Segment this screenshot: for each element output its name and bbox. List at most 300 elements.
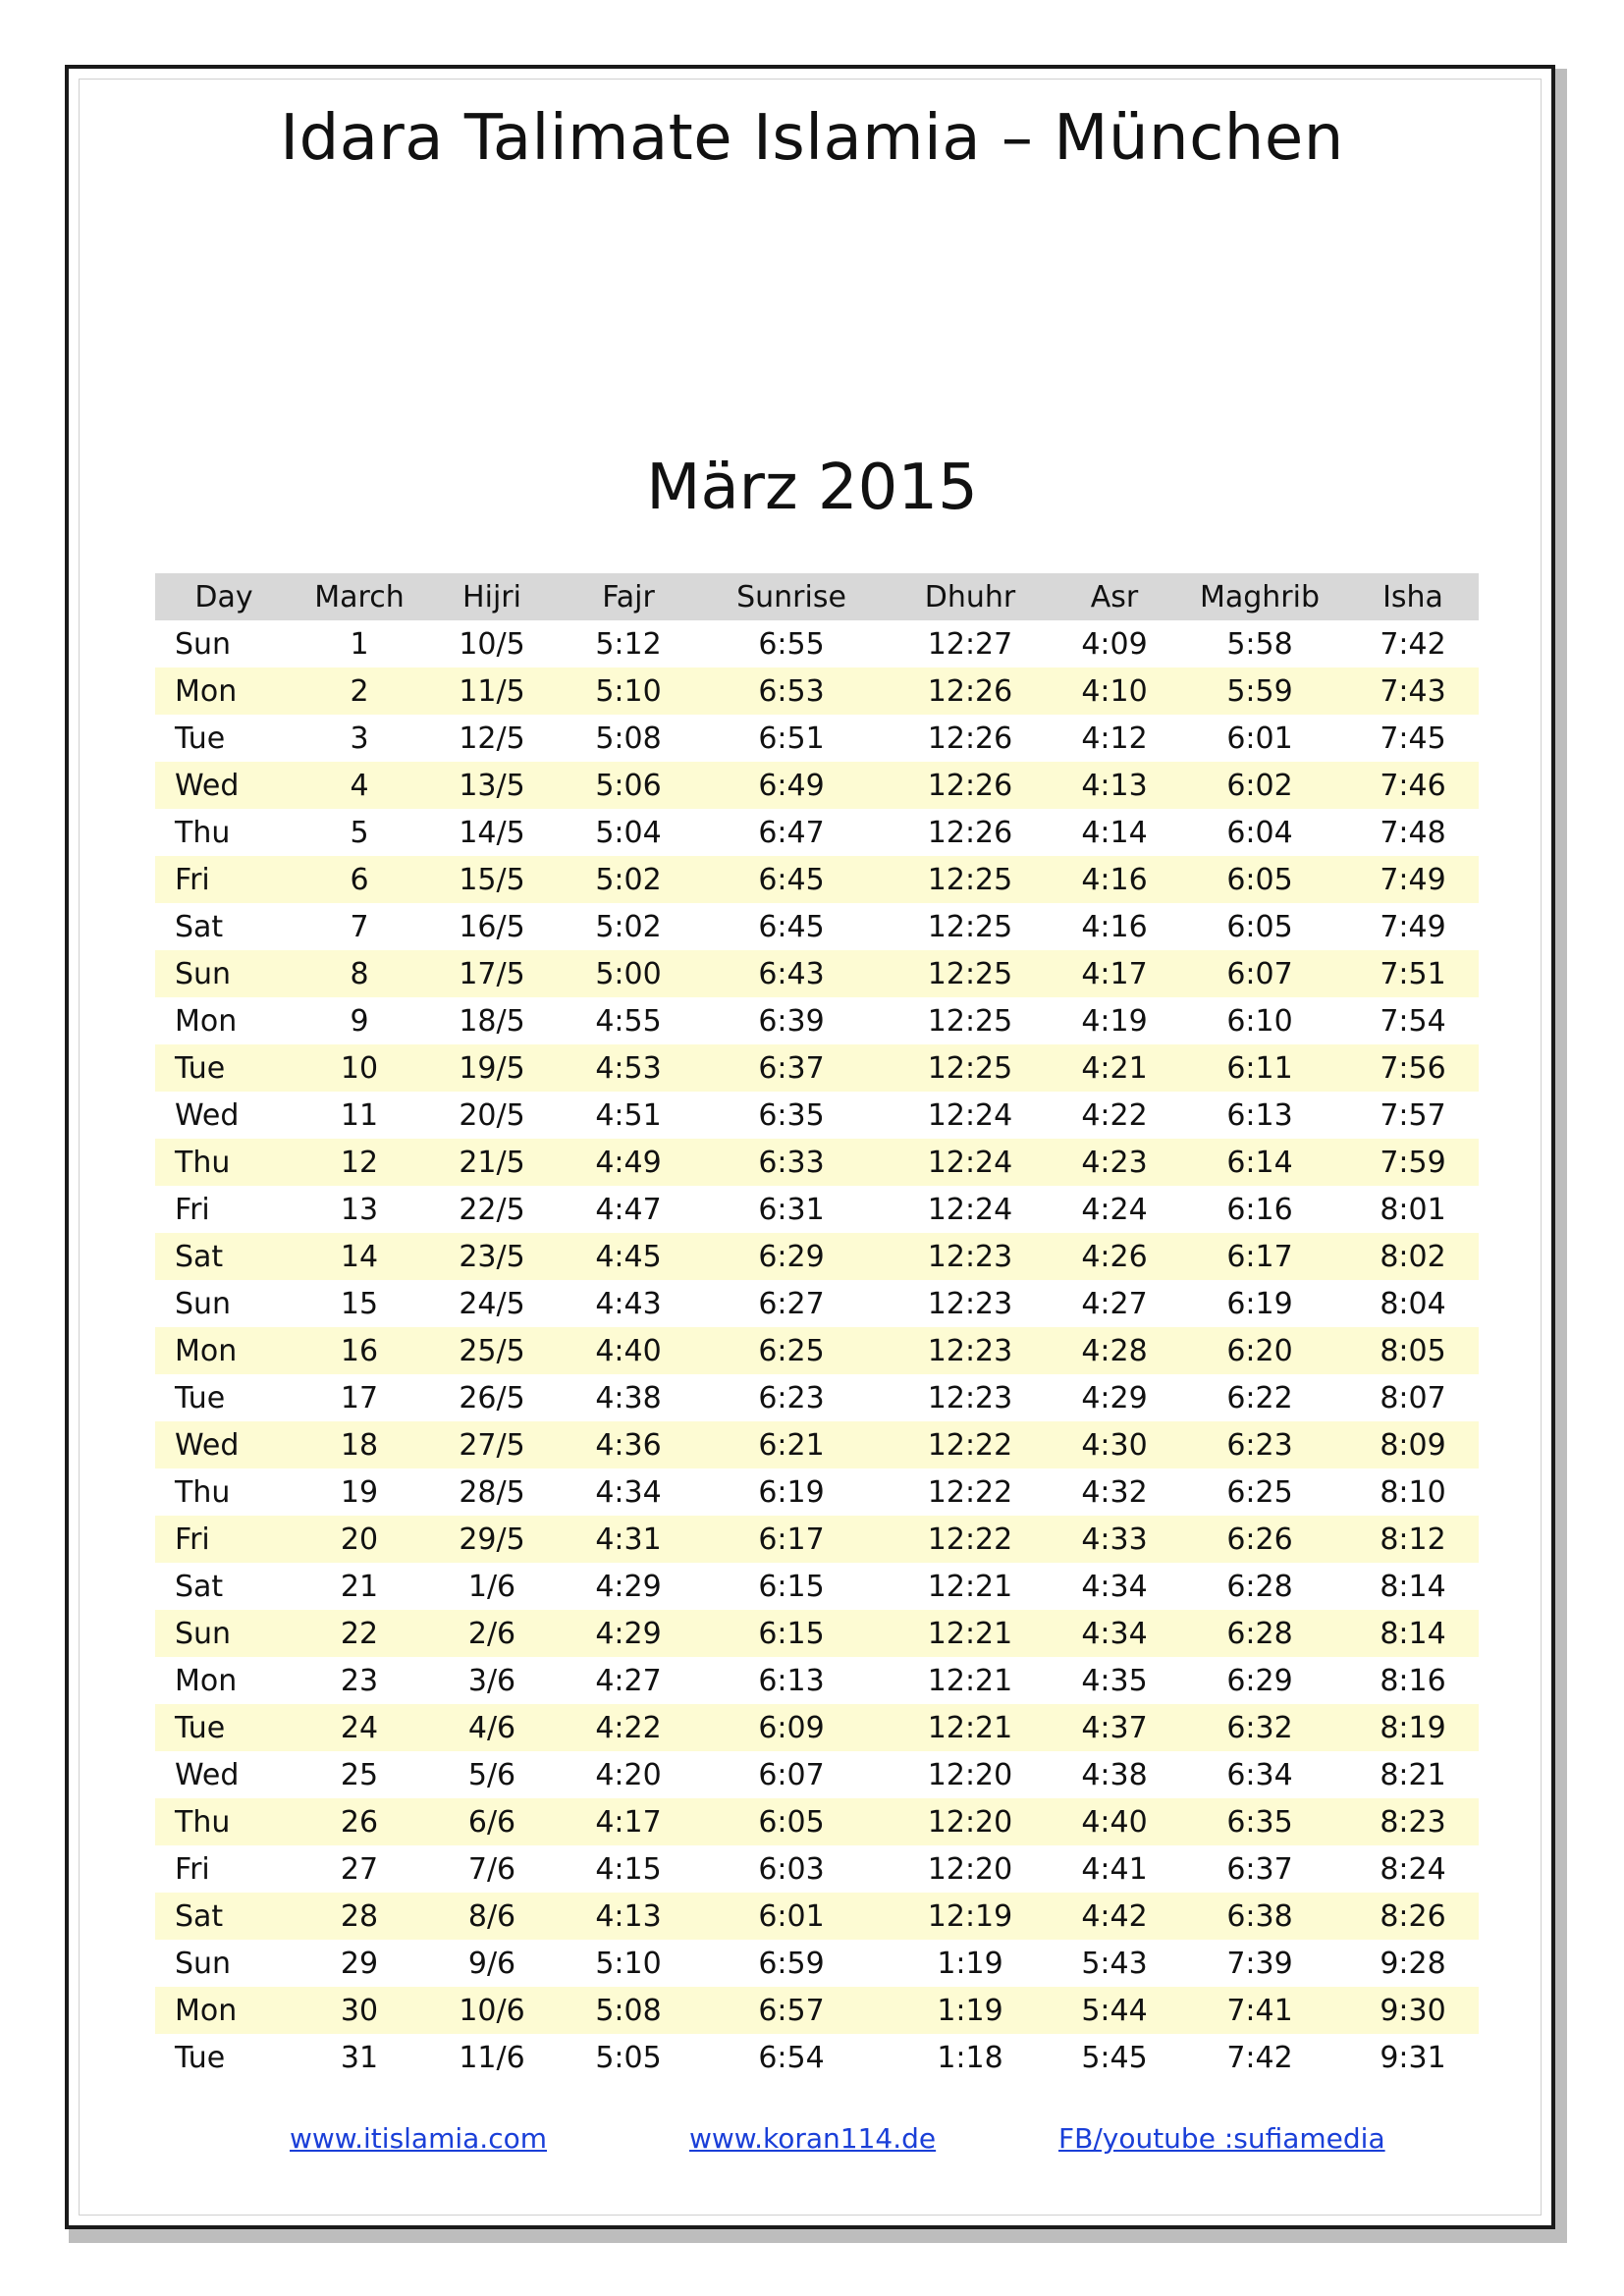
- cell-sunrise: 6:25: [758, 1333, 825, 1368]
- cell-hijri: 23/5: [459, 1239, 525, 1274]
- table-row: [155, 1374, 1479, 1421]
- cell-hijri: 19/5: [459, 1050, 525, 1086]
- cell-isha: 7:49: [1380, 862, 1446, 897]
- table-row: [155, 667, 1479, 715]
- cell-fajr: 5:02: [595, 909, 662, 944]
- cell-day: Tue: [175, 1050, 226, 1086]
- cell-date: 18: [340, 1427, 379, 1463]
- cell-dhuhr: 12:21: [927, 1710, 1013, 1745]
- cell-sunrise: 6:27: [758, 1286, 825, 1321]
- cell-sunrise: 6:29: [758, 1239, 825, 1274]
- table-row: [155, 1327, 1479, 1374]
- cell-asr: 4:33: [1081, 1522, 1148, 1557]
- cell-date: 13: [340, 1192, 379, 1227]
- cell-fajr: 4:29: [595, 1569, 662, 1604]
- cell-sunrise: 6:01: [758, 1898, 825, 1934]
- cell-fajr: 4:49: [595, 1145, 662, 1180]
- cell-asr: 4:21: [1081, 1050, 1148, 1086]
- cell-day: Thu: [175, 1145, 231, 1180]
- month-title: März 2015: [646, 452, 978, 524]
- cell-hijri: 17/5: [459, 956, 525, 991]
- cell-maghrib: 6:37: [1226, 1851, 1293, 1887]
- table-row: [155, 1657, 1479, 1704]
- cell-fajr: 4:51: [595, 1097, 662, 1133]
- cell-date: 23: [340, 1663, 379, 1698]
- cell-sunrise: 6:53: [758, 673, 825, 709]
- cell-day: Thu: [175, 815, 231, 850]
- cell-sunrise: 6:35: [758, 1097, 825, 1133]
- table-row: [155, 715, 1479, 762]
- table-row: [155, 1987, 1479, 2034]
- table-row: [155, 1798, 1479, 1845]
- page-title: Idara Talimate Islamia – München: [280, 102, 1344, 175]
- table-row: [155, 1845, 1479, 1893]
- cell-dhuhr: 12:26: [927, 815, 1013, 850]
- cell-asr: 4:16: [1081, 909, 1148, 944]
- cell-fajr: 5:08: [595, 721, 662, 756]
- cell-fajr: 4:29: [595, 1616, 662, 1651]
- cell-asr: 4:28: [1081, 1333, 1148, 1368]
- cell-dhuhr: 12:22: [927, 1474, 1013, 1510]
- cell-isha: 8:23: [1380, 1804, 1446, 1840]
- cell-sunrise: 6:49: [758, 768, 825, 803]
- cell-date: 19: [340, 1474, 379, 1510]
- cell-asr: 5:44: [1081, 1993, 1148, 2028]
- column-header-maghrib: Maghrib: [1199, 579, 1321, 614]
- cell-isha: 7:42: [1380, 626, 1446, 662]
- cell-sunrise: 6:23: [758, 1380, 825, 1415]
- cell-maghrib: 6:25: [1226, 1474, 1293, 1510]
- cell-maghrib: 6:10: [1226, 1003, 1293, 1039]
- cell-sunrise: 6:59: [758, 1946, 825, 1981]
- cell-date: 29: [340, 1946, 379, 1981]
- cell-fajr: 4:45: [595, 1239, 662, 1274]
- cell-dhuhr: 12:21: [927, 1616, 1013, 1651]
- cell-isha: 8:24: [1380, 1851, 1446, 1887]
- cell-isha: 7:51: [1380, 956, 1446, 991]
- cell-maghrib: 5:58: [1226, 626, 1293, 662]
- cell-maghrib: 7:42: [1226, 2040, 1293, 2075]
- table-row: [155, 997, 1479, 1044]
- cell-isha: 9:30: [1380, 1993, 1446, 2028]
- cell-date: 8: [350, 956, 369, 991]
- cell-maghrib: 6:13: [1226, 1097, 1293, 1133]
- cell-day: Sat: [175, 1239, 224, 1274]
- cell-isha: 7:49: [1380, 909, 1446, 944]
- cell-isha: 8:19: [1380, 1710, 1446, 1745]
- cell-sunrise: 6:31: [758, 1192, 825, 1227]
- cell-sunrise: 6:43: [758, 956, 825, 991]
- column-header-dhuhr: Dhuhr: [924, 579, 1016, 614]
- cell-asr: 4:42: [1081, 1898, 1148, 1934]
- cell-date: 1: [350, 626, 369, 662]
- cell-dhuhr: 12:19: [927, 1898, 1013, 1934]
- cell-day: Sat: [175, 909, 224, 944]
- cell-fajr: 4:27: [595, 1663, 662, 1698]
- cell-fajr: 5:06: [595, 768, 662, 803]
- cell-fajr: 4:43: [595, 1286, 662, 1321]
- table-row: [155, 1610, 1479, 1657]
- cell-hijri: 14/5: [459, 815, 525, 850]
- cell-fajr: 5:05: [595, 2040, 662, 2075]
- cell-isha: 8:26: [1380, 1898, 1446, 1934]
- cell-asr: 4:30: [1081, 1427, 1148, 1463]
- cell-isha: 8:10: [1380, 1474, 1446, 1510]
- cell-asr: 4:16: [1081, 862, 1148, 897]
- cell-maghrib: 7:41: [1226, 1993, 1293, 2028]
- cell-sunrise: 6:09: [758, 1710, 825, 1745]
- cell-maghrib: 6:38: [1226, 1898, 1293, 1934]
- cell-dhuhr: 12:23: [927, 1333, 1013, 1368]
- cell-hijri: 15/5: [459, 862, 525, 897]
- cell-sunrise: 6:33: [758, 1145, 825, 1180]
- cell-asr: 4:35: [1081, 1663, 1148, 1698]
- cell-sunrise: 6:13: [758, 1663, 825, 1698]
- cell-sunrise: 6:05: [758, 1804, 825, 1840]
- prayer-times-table: [155, 573, 1479, 2081]
- cell-day: Fri: [175, 1192, 210, 1227]
- cell-hijri: 4/6: [467, 1710, 516, 1745]
- cell-fajr: 5:12: [595, 626, 662, 662]
- cell-date: 16: [340, 1333, 379, 1368]
- cell-sunrise: 6:15: [758, 1616, 825, 1651]
- cell-date: 2: [350, 673, 369, 709]
- cell-asr: 4:34: [1081, 1569, 1148, 1604]
- table-row: [155, 1186, 1479, 1233]
- cell-fajr: 5:04: [595, 815, 662, 850]
- cell-day: Thu: [175, 1474, 231, 1510]
- link-sufiamedia[interactable]: FB/youtube :sufiamedia: [1058, 2122, 1385, 2155]
- cell-day: Thu: [175, 1804, 231, 1840]
- cell-date: 21: [340, 1569, 379, 1604]
- column-header-isha: Isha: [1382, 579, 1443, 614]
- cell-asr: 4:13: [1081, 768, 1148, 803]
- column-header-hijri: Hijri: [462, 579, 521, 614]
- cell-sunrise: 6:37: [758, 1050, 825, 1086]
- table-body: [155, 620, 1479, 2081]
- cell-asr: 4:17: [1081, 956, 1148, 991]
- cell-fajr: 5:10: [595, 673, 662, 709]
- cell-isha: 7:48: [1380, 815, 1446, 850]
- cell-isha: 8:07: [1380, 1380, 1446, 1415]
- cell-sunrise: 6:15: [758, 1569, 825, 1604]
- cell-fajr: 4:47: [595, 1192, 662, 1227]
- cell-day: Mon: [175, 1333, 238, 1368]
- cell-day: Sat: [175, 1898, 224, 1934]
- cell-isha: 7:59: [1380, 1145, 1446, 1180]
- table-row: [155, 1704, 1479, 1751]
- cell-fajr: 5:10: [595, 1946, 662, 1981]
- cell-day: Sun: [175, 626, 232, 662]
- cell-date: 22: [340, 1616, 379, 1651]
- cell-maghrib: 6:20: [1226, 1333, 1293, 1368]
- table-row: [155, 1940, 1479, 1987]
- cell-day: Tue: [175, 2040, 226, 2075]
- cell-asr: 5:45: [1081, 2040, 1148, 2075]
- cell-hijri: 10/6: [459, 1993, 525, 2028]
- cell-dhuhr: 12:21: [927, 1663, 1013, 1698]
- cell-hijri: 12/5: [459, 721, 525, 756]
- cell-isha: 8:14: [1380, 1616, 1446, 1651]
- cell-hijri: 11/6: [459, 2040, 525, 2075]
- cell-sunrise: 6:57: [758, 1993, 825, 2028]
- cell-sunrise: 6:07: [758, 1757, 825, 1792]
- cell-day: Tue: [175, 1380, 226, 1415]
- table-row: [155, 1751, 1479, 1798]
- cell-sunrise: 6:03: [758, 1851, 825, 1887]
- cell-day: Mon: [175, 1003, 238, 1039]
- cell-day: Wed: [175, 768, 240, 803]
- cell-day: Sat: [175, 1569, 224, 1604]
- cell-asr: 5:43: [1081, 1946, 1148, 1981]
- cell-maghrib: 6:01: [1226, 721, 1293, 756]
- cell-maghrib: 6:04: [1226, 815, 1293, 850]
- cell-fajr: 4:34: [595, 1474, 662, 1510]
- cell-date: 28: [340, 1898, 379, 1934]
- cell-asr: 4:27: [1081, 1286, 1148, 1321]
- cell-hijri: 10/5: [459, 626, 525, 662]
- cell-hijri: 6/6: [467, 1804, 516, 1840]
- cell-asr: 4:24: [1081, 1192, 1148, 1227]
- cell-dhuhr: 12:26: [927, 721, 1013, 756]
- cell-dhuhr: 12:23: [927, 1286, 1013, 1321]
- cell-sunrise: 6:55: [758, 626, 825, 662]
- cell-hijri: 24/5: [459, 1286, 525, 1321]
- cell-day: Mon: [175, 673, 238, 709]
- cell-asr: 4:41: [1081, 1851, 1148, 1887]
- cell-sunrise: 6:21: [758, 1427, 825, 1463]
- cell-maghrib: 6:02: [1226, 768, 1293, 803]
- cell-date: 26: [340, 1804, 379, 1840]
- cell-fajr: 4:55: [595, 1003, 662, 1039]
- cell-hijri: 16/5: [459, 909, 525, 944]
- cell-dhuhr: 12:23: [927, 1239, 1013, 1274]
- cell-maghrib: 6:34: [1226, 1757, 1293, 1792]
- cell-date: 9: [350, 1003, 369, 1039]
- column-header-fajr: Fajr: [602, 579, 655, 614]
- cell-dhuhr: 12:24: [927, 1097, 1013, 1133]
- cell-fajr: 4:17: [595, 1804, 662, 1840]
- cell-day: Tue: [175, 721, 226, 756]
- cell-hijri: 21/5: [459, 1145, 525, 1180]
- cell-asr: 4:23: [1081, 1145, 1148, 1180]
- table-row: [155, 1280, 1479, 1327]
- cell-sunrise: 6:45: [758, 909, 825, 944]
- cell-fajr: 4:38: [595, 1380, 662, 1415]
- link-koran114[interactable]: www.koran114.de: [689, 2122, 937, 2155]
- table-row: [155, 856, 1479, 903]
- cell-day: Sun: [175, 1946, 232, 1981]
- cell-dhuhr: 12:24: [927, 1192, 1013, 1227]
- cell-isha: 7:54: [1380, 1003, 1446, 1039]
- cell-dhuhr: 12:21: [927, 1569, 1013, 1604]
- table-row: [155, 1563, 1479, 1610]
- cell-isha: 8:01: [1380, 1192, 1446, 1227]
- cell-maghrib: 7:39: [1226, 1946, 1293, 1981]
- table-row: [155, 1233, 1479, 1280]
- cell-dhuhr: 12:27: [927, 626, 1013, 662]
- cell-hijri: 5/6: [467, 1757, 516, 1792]
- cell-hijri: 7/6: [467, 1851, 516, 1887]
- cell-hijri: 13/5: [459, 768, 525, 803]
- link-itislamia[interactable]: www.itislamia.com: [290, 2122, 548, 2155]
- table-row: [155, 950, 1479, 997]
- cell-fajr: 4:15: [595, 1851, 662, 1887]
- cell-maghrib: 6:16: [1226, 1192, 1293, 1227]
- cell-fajr: 4:40: [595, 1333, 662, 1368]
- cell-dhuhr: 12:20: [927, 1804, 1013, 1840]
- table-row: [155, 2034, 1479, 2081]
- cell-sunrise: 6:17: [758, 1522, 825, 1557]
- cell-isha: 7:56: [1380, 1050, 1446, 1086]
- cell-asr: 4:26: [1081, 1239, 1148, 1274]
- cell-fajr: 4:31: [595, 1522, 662, 1557]
- cell-sunrise: 6:45: [758, 862, 825, 897]
- cell-hijri: 11/5: [459, 673, 525, 709]
- cell-hijri: 20/5: [459, 1097, 525, 1133]
- cell-hijri: 2/6: [467, 1616, 516, 1651]
- cell-date: 7: [350, 909, 369, 944]
- cell-maghrib: 6:22: [1226, 1380, 1293, 1415]
- cell-hijri: 22/5: [459, 1192, 525, 1227]
- cell-isha: 7:43: [1380, 673, 1446, 709]
- cell-hijri: 29/5: [459, 1522, 525, 1557]
- cell-hijri: 9/6: [467, 1946, 516, 1981]
- cell-isha: 9:31: [1380, 2040, 1446, 2075]
- cell-day: Sun: [175, 1286, 232, 1321]
- cell-asr: 4:29: [1081, 1380, 1148, 1415]
- cell-maghrib: 6:19: [1226, 1286, 1293, 1321]
- table-row: [155, 1421, 1479, 1468]
- cell-dhuhr: 12:20: [927, 1851, 1013, 1887]
- cell-dhuhr: 12:22: [927, 1427, 1013, 1463]
- cell-hijri: 26/5: [459, 1380, 525, 1415]
- cell-day: Wed: [175, 1427, 240, 1463]
- cell-day: Sun: [175, 1616, 232, 1651]
- cell-dhuhr: 1:18: [937, 2040, 1003, 2075]
- cell-hijri: 18/5: [459, 1003, 525, 1039]
- cell-maghrib: 6:05: [1226, 862, 1293, 897]
- cell-asr: 4:10: [1081, 673, 1148, 709]
- column-header-day: Day: [194, 579, 253, 614]
- cell-dhuhr: 12:25: [927, 862, 1013, 897]
- cell-fajr: 4:13: [595, 1898, 662, 1934]
- table-header-row: [155, 573, 1479, 620]
- cell-dhuhr: 12:25: [927, 909, 1013, 944]
- cell-fajr: 4:53: [595, 1050, 662, 1086]
- column-header-sunrise: Sunrise: [736, 579, 846, 614]
- cell-day: Tue: [175, 1710, 226, 1745]
- table-row: [155, 1092, 1479, 1139]
- cell-date: 10: [340, 1050, 379, 1086]
- cell-isha: 7:45: [1380, 721, 1446, 756]
- table-row: [155, 1516, 1479, 1563]
- cell-maghrib: 6:07: [1226, 956, 1293, 991]
- cell-day: Fri: [175, 1851, 210, 1887]
- cell-maghrib: 6:32: [1226, 1710, 1293, 1745]
- cell-date: 30: [340, 1993, 379, 2028]
- cell-date: 24: [340, 1710, 379, 1745]
- cell-day: Wed: [175, 1097, 240, 1133]
- cell-isha: 8:14: [1380, 1569, 1446, 1604]
- cell-fajr: 5:00: [595, 956, 662, 991]
- cell-dhuhr: 12:24: [927, 1145, 1013, 1180]
- cell-maghrib: 5:59: [1226, 673, 1293, 709]
- table-row: [155, 620, 1479, 667]
- cell-isha: 8:02: [1380, 1239, 1446, 1274]
- cell-isha: 7:57: [1380, 1097, 1446, 1133]
- table-row: [155, 903, 1479, 950]
- table-row: [155, 1139, 1479, 1186]
- cell-sunrise: 6:47: [758, 815, 825, 850]
- cell-day: Mon: [175, 1663, 238, 1698]
- cell-asr: 4:12: [1081, 721, 1148, 756]
- cell-date: 3: [350, 721, 369, 756]
- cell-day: Wed: [175, 1757, 240, 1792]
- column-header-march: March: [314, 579, 405, 614]
- cell-isha: 8:21: [1380, 1757, 1446, 1792]
- cell-dhuhr: 1:19: [937, 1993, 1003, 2028]
- footer-links: [0, 2122, 1624, 2162]
- cell-hijri: 25/5: [459, 1333, 525, 1368]
- cell-sunrise: 6:51: [758, 721, 825, 756]
- cell-isha: 7:46: [1380, 768, 1446, 803]
- cell-date: 14: [340, 1239, 379, 1274]
- cell-asr: 4:22: [1081, 1097, 1148, 1133]
- cell-sunrise: 6:19: [758, 1474, 825, 1510]
- cell-isha: 8:04: [1380, 1286, 1446, 1321]
- cell-dhuhr: 12:22: [927, 1522, 1013, 1557]
- cell-dhuhr: 12:23: [927, 1380, 1013, 1415]
- cell-maghrib: 6:26: [1226, 1522, 1293, 1557]
- cell-asr: 4:09: [1081, 626, 1148, 662]
- cell-isha: 9:28: [1380, 1946, 1446, 1981]
- cell-date: 17: [340, 1380, 379, 1415]
- cell-sunrise: 6:54: [758, 2040, 825, 2075]
- cell-dhuhr: 12:26: [927, 768, 1013, 803]
- cell-fajr: 4:22: [595, 1710, 662, 1745]
- cell-hijri: 28/5: [459, 1474, 525, 1510]
- cell-maghrib: 6:05: [1226, 909, 1293, 944]
- cell-date: 20: [340, 1522, 379, 1557]
- cell-asr: 4:40: [1081, 1804, 1148, 1840]
- cell-dhuhr: 1:19: [937, 1946, 1003, 1981]
- cell-day: Fri: [175, 862, 210, 897]
- cell-date: 5: [350, 815, 369, 850]
- cell-asr: 4:37: [1081, 1710, 1148, 1745]
- cell-asr: 4:34: [1081, 1616, 1148, 1651]
- cell-hijri: 8/6: [467, 1898, 516, 1934]
- cell-fajr: 5:08: [595, 1993, 662, 2028]
- table-row: [155, 1468, 1479, 1516]
- cell-isha: 8:16: [1380, 1663, 1446, 1698]
- cell-date: 25: [340, 1757, 379, 1792]
- cell-isha: 8:12: [1380, 1522, 1446, 1557]
- cell-date: 11: [340, 1097, 379, 1133]
- table-row: [155, 809, 1479, 856]
- cell-sunrise: 6:39: [758, 1003, 825, 1039]
- cell-isha: 8:09: [1380, 1427, 1446, 1463]
- cell-date: 31: [340, 2040, 379, 2075]
- cell-date: 27: [340, 1851, 379, 1887]
- cell-maghrib: 6:23: [1226, 1427, 1293, 1463]
- cell-maghrib: 6:11: [1226, 1050, 1293, 1086]
- cell-day: Mon: [175, 1993, 238, 2028]
- cell-date: 4: [350, 768, 369, 803]
- cell-fajr: 4:36: [595, 1427, 662, 1463]
- cell-hijri: 1/6: [467, 1569, 516, 1604]
- cell-day: Fri: [175, 1522, 210, 1557]
